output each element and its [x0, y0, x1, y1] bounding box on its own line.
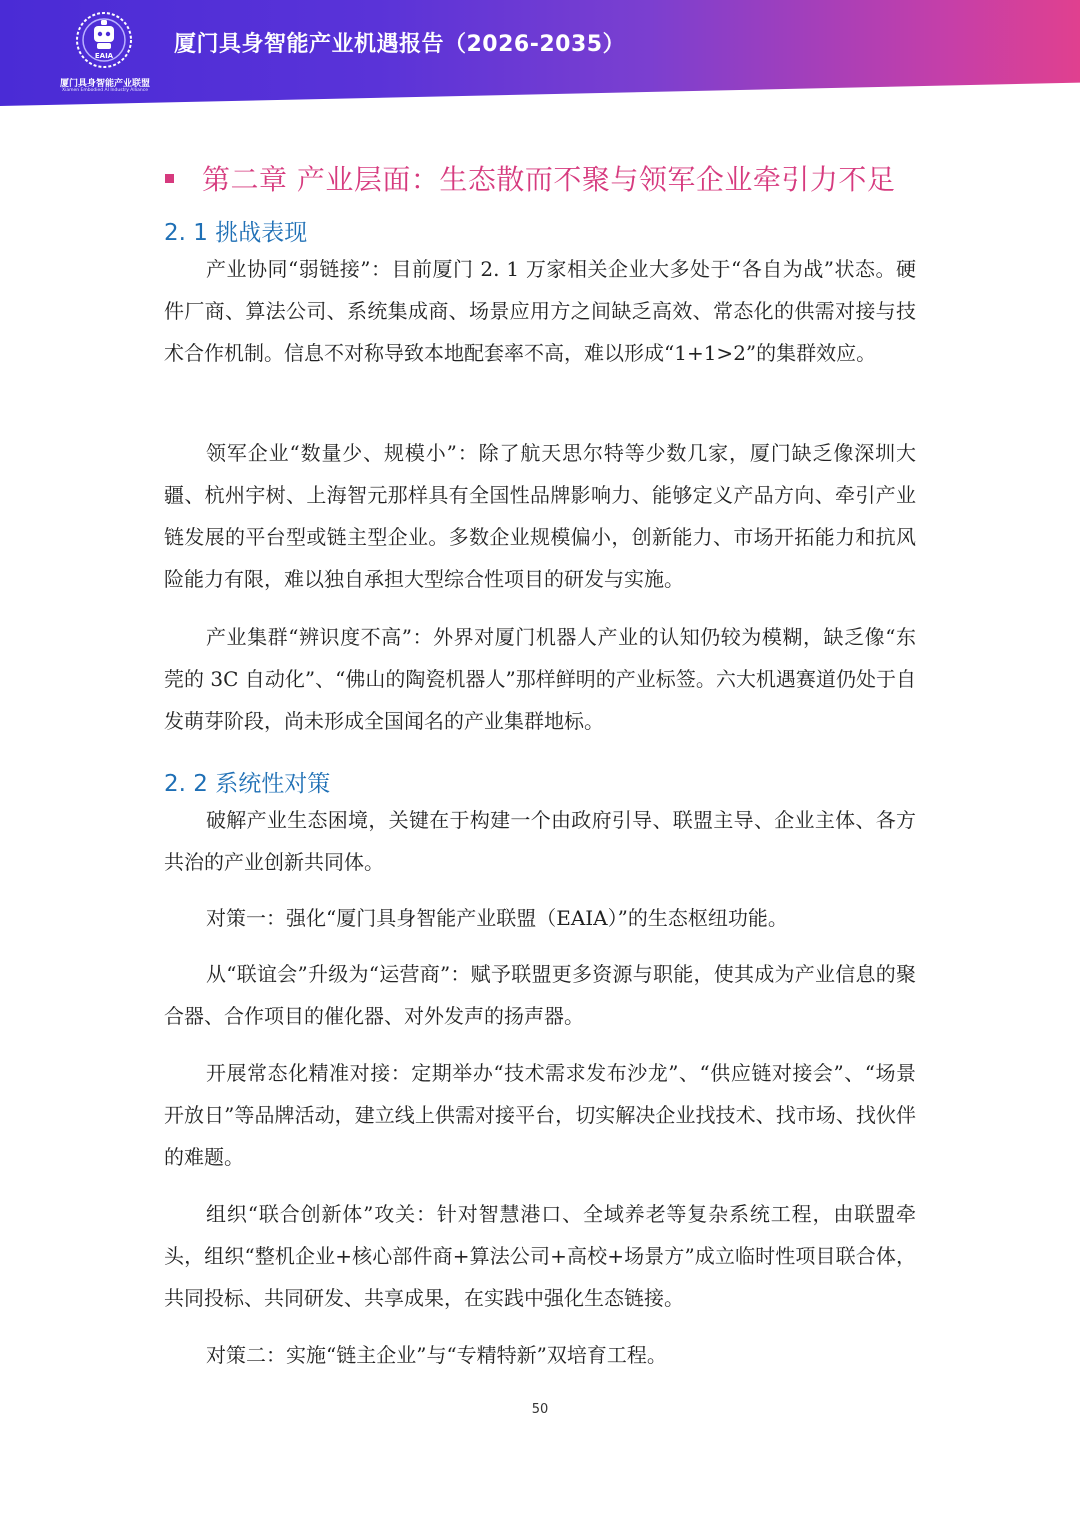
- chapter-bullet-icon: [165, 174, 174, 183]
- logo-wordmark: EAIA: [94, 52, 114, 60]
- paragraph: 对策一：强化“厦门具身智能产业联盟（EAIA）”的生态枢纽功能。: [206, 906, 788, 930]
- page-number: 50: [531, 1402, 549, 1417]
- section-title-2-1: 2. 1 挑战表现: [164, 220, 308, 246]
- paragraph: 从“联谊会”升级为“运营商”：赋予联盟更多资源与职能，使其成为产业信息的聚合器、合作项目的催化器、对外发声的扬声器。: [164, 962, 916, 1028]
- paragraph: 组织“联合创新体”攻关：针对智慧港口、全域养老等复杂系统工程，由联盟牵头，组织“整机企业+核心部件商+算法公司+高校+场景方”成立临时性项目联合体，共同投标、共同研发、共享成果，在实践中强化生态链接。: [164, 1202, 916, 1310]
- logo-name-en: Xiamen Embodied AI Industry Alliance: [62, 88, 148, 93]
- logo-name-cn: 厦门具身智能产业联盟: [59, 79, 150, 89]
- report-title: 厦门具身智能产业机遇报告（2026-2035）: [174, 32, 626, 57]
- paragraph: 破解产业生态困境，关键在于构建一个由政府引导、联盟主导、企业主体、各方共治的产业创新共同体。: [164, 808, 916, 874]
- paragraph: 产业集群“辨识度不高”：外界对厦门机器人产业的认知仍较为模糊，缺乏像“东莞的 3C 自动化”、“佛山的陶瓷机器人”那样鲜明的产业标签。六大机遇赛道仍处于自发萌芽阶段，尚未形成全国闻名的产业集群地标。: [164, 625, 916, 733]
- paragraph: 对策二：实施“链主企业”与“专精特新”双培育工程。: [206, 1343, 667, 1367]
- chapter-heading: [165, 158, 895, 198]
- paragraph: 领军企业“数量少、规模小”：除了航天思尔特等少数几家，厦门缺乏像深圳大疆、杭州宇树、上海智元那样具有全国性品牌影响力、能够定义产品方向、牵引产业链发展的平台型或链主型企业。多数企业规模偏小，创新能力、市场开拓能力和抗风险能力有限，难以独自承担大型综合性项目的研发与实施。: [164, 441, 916, 591]
- paragraph: 开展常态化精准对接：定期举办“技术需求发布沙龙”、“供应链对接会”、“场景开放日”等品牌活动，建立线上供需对接平台，切实解决企业找技术、找市场、找伙伴的难题。: [164, 1061, 916, 1169]
- section-title-2-2: 2. 2 系统性对策: [164, 771, 331, 797]
- alliance-logo: [50, 8, 160, 96]
- robot-logo-icon: [74, 10, 134, 70]
- chapter-title: 第二章 产业层面：生态散而不聚与领军企业牵引力不足: [202, 163, 896, 196]
- paragraph: 产业协同“弱链接”：目前厦门 2. 1 万家相关企业大多处于“各自为战”状态。硬件厂商、算法公司、系统集成商、场景应用方之间缺乏高效、常态化的供需对接与技术合作机制。信息不对称导致本地配套率不高，难以形成“1+1>2”的集群效应。: [164, 257, 916, 365]
